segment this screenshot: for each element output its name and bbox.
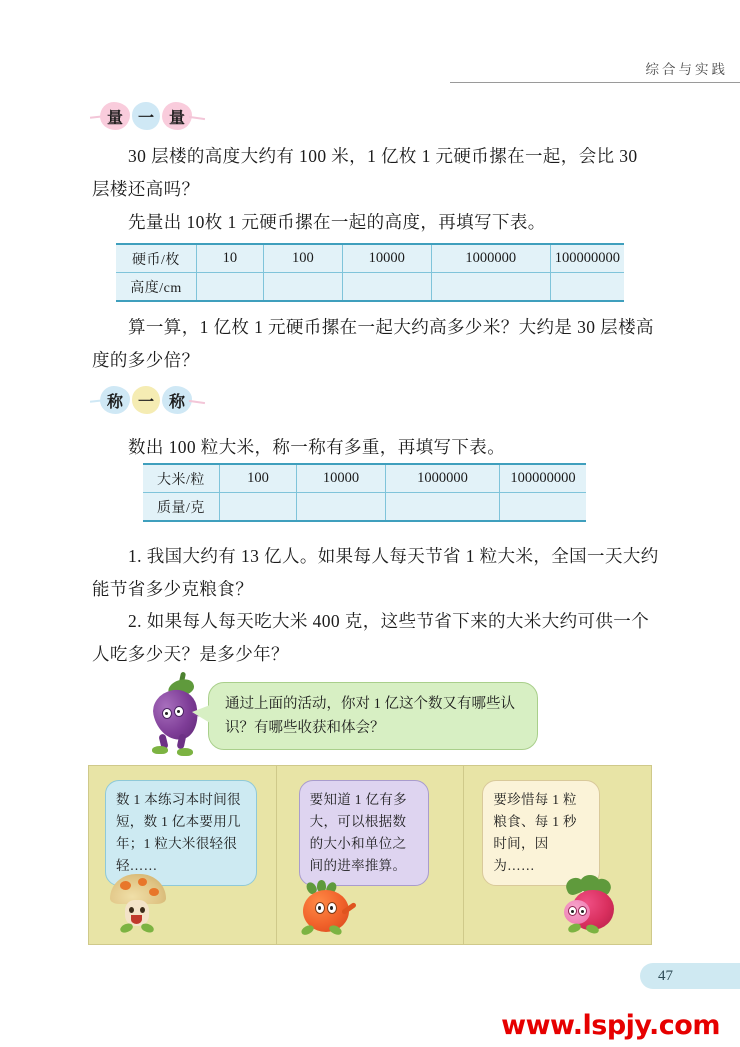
- watermark: www.lspjy.com: [501, 1010, 720, 1041]
- eggplant-eye-right: [174, 706, 184, 717]
- paragraph-measure-intro: [92, 140, 652, 206]
- question-1: [92, 540, 664, 606]
- cell-height-3[interactable]: [342, 273, 431, 302]
- radish-character-icon: [556, 878, 628, 940]
- tomato-eye-left: [315, 902, 325, 914]
- cell-rice-2: 10000: [297, 464, 386, 493]
- reflection-text: 要知道 1 亿有多大，可以根据数的大小和单位之间的进率推算。: [309, 792, 407, 873]
- question-text: 1. 我国大约有 13 亿人。如果每人每天节省 1 粒大米，全国一天大约能节省多少克粮食？: [92, 546, 659, 599]
- mushroom-foot-left: [119, 922, 134, 934]
- eggplant-eye-left: [162, 708, 172, 719]
- prompt-text: 通过上面的活动，你对 1 亿这个数又有哪些认识？有哪些收获和体会？: [225, 696, 515, 736]
- reflection-prompt: [140, 672, 560, 764]
- page-number: [640, 963, 740, 989]
- reflection-panel-3: [464, 766, 651, 944]
- tomato-speech-bubble: [299, 780, 429, 886]
- paragraph-text: 30 层楼的高度大约有 100 米，1 亿枚 1 元硬币摞在一起，会比 30 层楼还高吗？: [92, 146, 638, 199]
- badge-char-1: 称: [100, 386, 130, 414]
- row-label-mass: 质量/克: [143, 493, 220, 522]
- section-heading-weigh: [100, 386, 192, 414]
- row-label-height: 高度/cm: [116, 273, 196, 302]
- speech-bubble-beak: [192, 705, 210, 723]
- cell-mass-4[interactable]: [500, 493, 587, 522]
- cell-coins-1: 10: [196, 244, 263, 273]
- table-row: [143, 493, 586, 522]
- badge-char-2: 一: [132, 102, 160, 130]
- cell-rice-4: 100000000: [500, 464, 587, 493]
- section-heading-measure: [100, 102, 192, 130]
- tomato-foot-left: [300, 923, 315, 936]
- mushroom-spot: [149, 888, 159, 896]
- reflection-panel-1: [89, 766, 277, 944]
- badge-char-2: 一: [132, 386, 160, 414]
- cell-mass-2[interactable]: [297, 493, 386, 522]
- eggplant-shoe-right: [177, 748, 193, 756]
- page-number-text: 47: [658, 967, 673, 984]
- cell-height-1[interactable]: [196, 273, 263, 302]
- mushroom-eye-left: [129, 907, 134, 913]
- paragraph-text: 先量出 10枚 1 元硬币摞在一起的高度，再填写下表。: [128, 212, 546, 232]
- mushroom-mouth: [131, 915, 142, 924]
- mushroom-character-icon: [107, 874, 177, 940]
- table-row: [116, 244, 624, 273]
- radish-foot-left: [567, 922, 582, 934]
- cell-rice-3: 1000000: [386, 464, 500, 493]
- coin-height-table: [116, 243, 624, 302]
- question-text: 2. 如果每人每天吃大米 400 克，这些节省下来的大米大约可供一个人吃多少天？是多少年？: [92, 611, 650, 664]
- badge-char-3: 量: [162, 102, 192, 130]
- cell-mass-1[interactable]: [220, 493, 297, 522]
- paragraph-text: 数出 100 粒大米，称一称有多重，再填写下表。: [128, 437, 506, 457]
- tomato-character-icon: [293, 882, 367, 940]
- reflection-panel-2: [277, 766, 465, 944]
- mushroom-speech-bubble: [105, 780, 257, 886]
- paragraph-weigh-instruction: [92, 431, 652, 464]
- paragraph-measure-instruction: [92, 206, 652, 239]
- table-row: [116, 273, 624, 302]
- question-2: [92, 605, 664, 671]
- badge-char-1: 量: [100, 102, 130, 130]
- mushroom-spot: [120, 881, 131, 890]
- paragraph-text: 算一算，1 亿枚 1 元硬币摞在一起大约高多少米？大约是 30 层楼高度的多少倍？: [92, 317, 654, 370]
- paragraph-measure-calc: [92, 311, 662, 377]
- cell-rice-1: 100: [220, 464, 297, 493]
- radish-speech-bubble: [482, 780, 600, 886]
- running-head-text: 综合与实践: [645, 62, 728, 77]
- badge-char-3: 称: [162, 386, 192, 414]
- rice-mass-table: [143, 463, 586, 522]
- mushroom-foot-right: [140, 922, 155, 934]
- cell-coins-5: 100000000: [550, 244, 624, 273]
- cell-coins-3: 10000: [342, 244, 431, 273]
- row-label-rice: 大米/粒: [143, 464, 220, 493]
- running-head: [320, 58, 740, 83]
- mushroom-eye-right: [140, 907, 145, 913]
- tomato-eye-right: [327, 902, 337, 914]
- eggplant-shoe-left: [152, 746, 168, 754]
- running-head-rule: [450, 82, 740, 83]
- cell-height-5[interactable]: [550, 273, 624, 302]
- cell-height-4[interactable]: [431, 273, 550, 302]
- reflection-text: 要珍惜每 1 粒粮食、每 1 秒时间，因为……: [493, 792, 577, 873]
- reflection-answers-box: [88, 765, 652, 945]
- cell-mass-3[interactable]: [386, 493, 500, 522]
- reflection-text: 数 1 本练习本时间很短，数 1 亿本要用几年；1 粒大米很轻很轻……: [116, 792, 241, 873]
- cell-height-2[interactable]: [263, 273, 342, 302]
- row-label-coins: 硬币/枚: [116, 244, 196, 273]
- table-row: [143, 464, 586, 493]
- cell-coins-4: 1000000: [431, 244, 550, 273]
- mushroom-spot: [138, 878, 147, 886]
- prompt-speech-bubble: [208, 682, 538, 750]
- cell-coins-2: 100: [263, 244, 342, 273]
